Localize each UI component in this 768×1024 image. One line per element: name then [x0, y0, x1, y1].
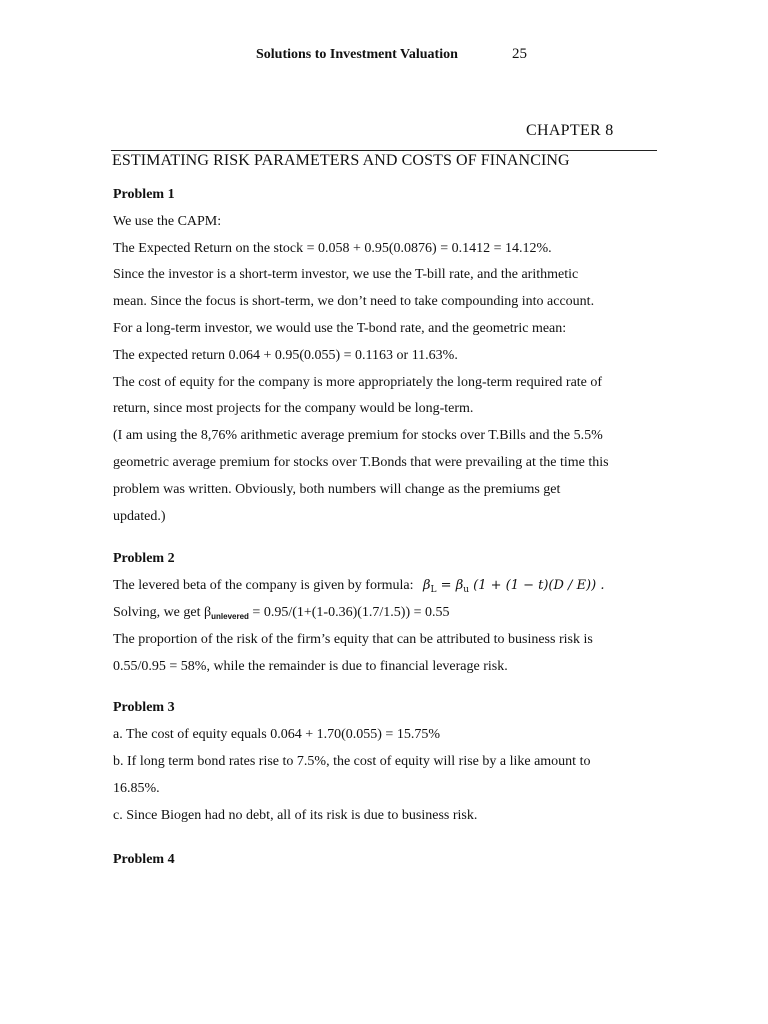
problem-3-line: a. The cost of equity equals 0.064 + 1.70(0.055) = 15.75% [113, 727, 440, 743]
beta-symbol: β [423, 578, 431, 594]
problem-1-line: (I am using the 8,76% arithmetic average premium for stocks over T.Bills and the 5.5% [113, 428, 603, 444]
problem-2-formula-line [113, 573, 673, 600]
formula-intro: The levered beta of the company is given by formula: [113, 578, 414, 594]
beta-symbol: β [455, 578, 464, 594]
problem-1-section [113, 182, 673, 530]
problem-3-line: 16.85%. [113, 780, 160, 796]
problem-1-line: updated.) [113, 508, 166, 524]
problem-3-line: c. Since Biogen had no debt, all of its risk is due to business risk. [113, 807, 478, 823]
section-spacer [113, 829, 673, 847]
formula-remainder: (1 + (1 − t)(D / E)) . [469, 578, 605, 594]
problem-3-line: b. If long term bond rates rise to 7.5%, the cost of equity will rise by a like amount to [113, 753, 591, 769]
problem-4-section [113, 847, 673, 874]
problem-1-line: geometric average premium for stocks over T.Bonds that were prevailing at the time this [113, 454, 609, 470]
problem-1-line: return, since most projects for the company would be long-term. [113, 401, 474, 417]
chapter-title: ESTIMATING RISK PARAMETERS AND COSTS OF FINANCING [112, 152, 570, 169]
equals-sign: = [436, 578, 456, 594]
problem-3-section [113, 695, 673, 829]
problem-1-line: The expected return 0.064 + 0.95(0.055) = 0.1163 or 11.63%. [113, 347, 458, 363]
document-body [113, 182, 673, 874]
chapter-label: CHAPTER 8 [526, 122, 614, 139]
problem-1-line: mean. Since the focus is short-term, we don’t need to take compounding into account. [113, 294, 595, 310]
beta-subscript: u [463, 585, 469, 596]
unlevered-subscript: unlevered [211, 611, 249, 621]
problem-1-line: Since the investor is a short-term investor, we use the T-bill rate, and the arithmetic [113, 267, 579, 283]
solving-prefix: Solving, we get β [113, 604, 212, 620]
problem-1-line: problem was written. Obviously, both numbers will change as the premiums get [113, 481, 561, 497]
solving-suffix: = 0.95/(1+(1-0.36)(1.7/1.5)) = 0.55 [248, 604, 450, 620]
problem-1-line: For a long-term investor, we would use the T-bond rate, and the geometric mean: [113, 320, 567, 336]
page-number: 25 [512, 46, 527, 62]
problem-1-line: We use the CAPM: [113, 213, 222, 229]
section-spacer [113, 680, 673, 695]
running-header-title: Solutions to Investment Valuation [256, 47, 458, 62]
levered-beta-formula [423, 578, 605, 596]
chapter-divider [111, 150, 657, 151]
problem-2-heading: Problem 2 [113, 551, 175, 567]
section-spacer [113, 530, 673, 546]
problem-2-section [113, 546, 673, 680]
problem-1-line: The cost of equity for the company is more appropriately the long-term required rate of [113, 374, 603, 390]
problem-4-heading: Problem 4 [113, 852, 175, 868]
problem-1-heading: Problem 1 [113, 187, 175, 202]
problem-2-solving-line [113, 600, 673, 627]
problem-3-heading: Problem 3 [113, 700, 175, 716]
problem-1-line: The Expected Return on the stock = 0.058 + 0.95(0.0876) = 0.1412 = 14.12%. [113, 240, 552, 256]
beta-subscript: L [430, 585, 437, 596]
problem-2-line: 0.55/0.95 = 58%, while the remainder is due to financial leverage risk. [113, 658, 508, 674]
problem-2-line: The proportion of the risk of the firm’s equity that can be attributed to business risk is [113, 631, 593, 647]
